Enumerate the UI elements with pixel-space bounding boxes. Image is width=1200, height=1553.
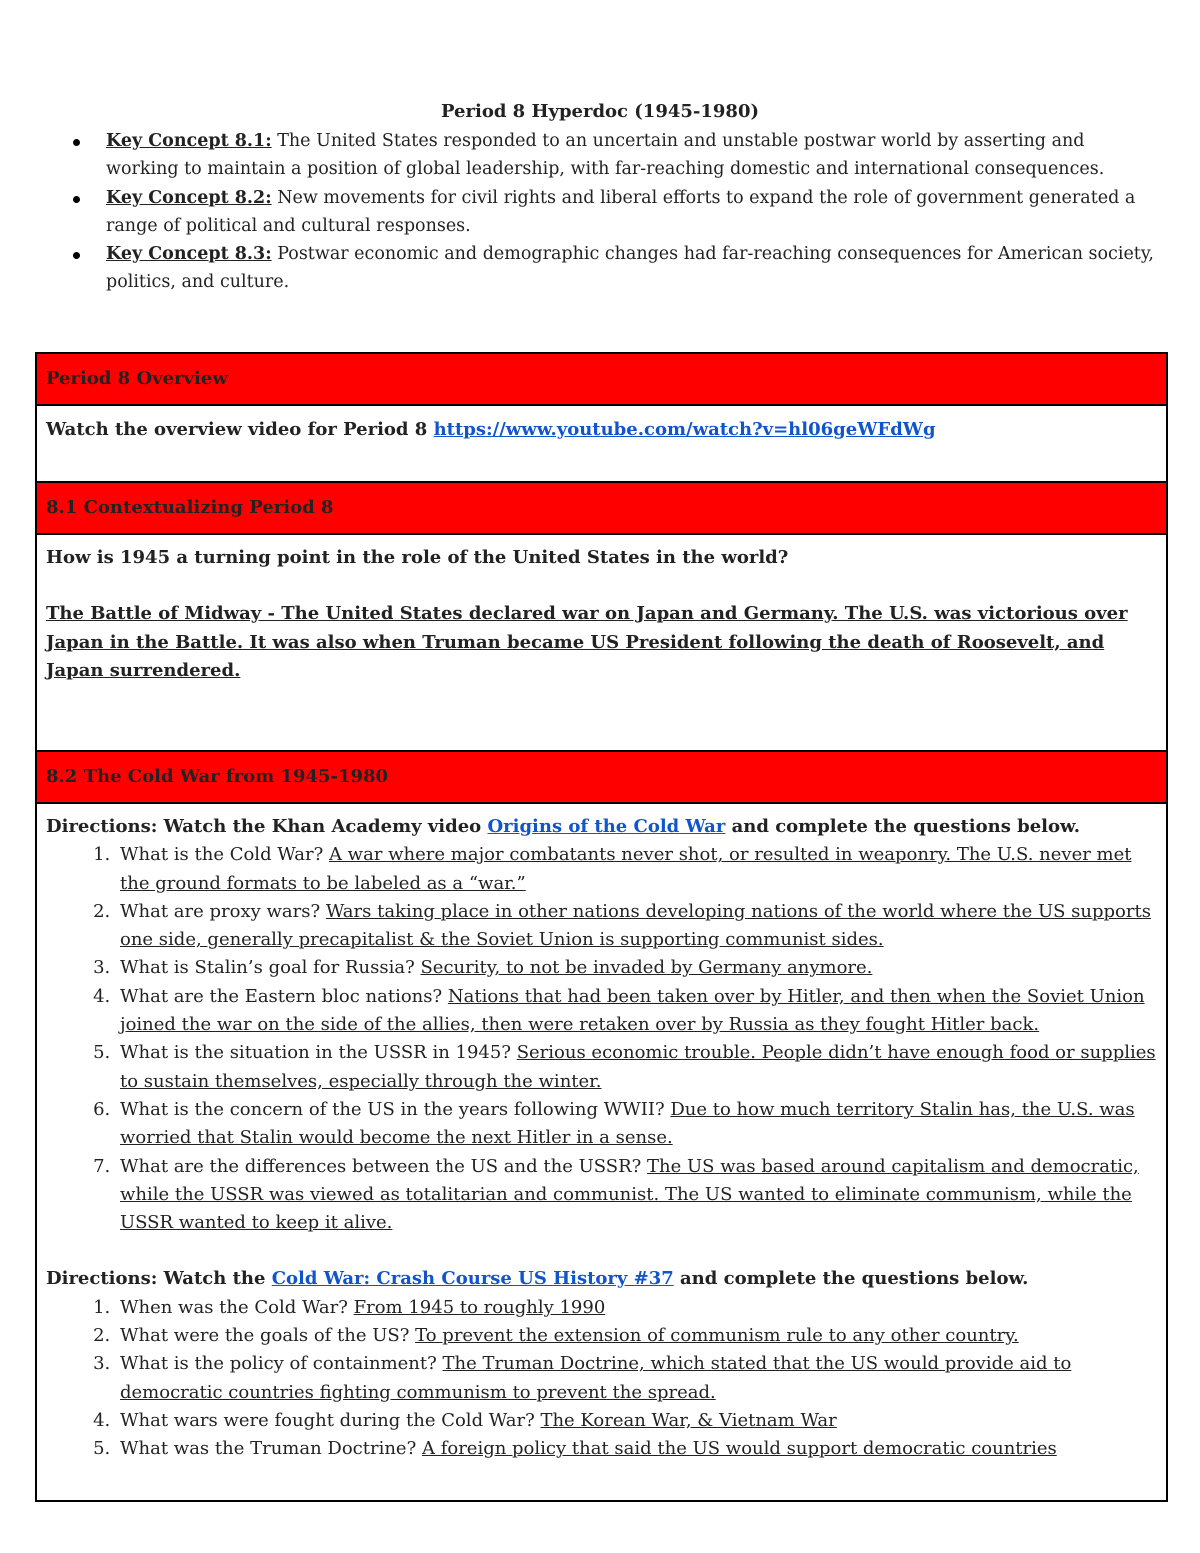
khan-directions: Directions: Watch the Khan Academy video Origins of the Cold War and complete the questions below.: [46, 816, 1080, 837]
answer-text: Due to how much territory Stalin has, the U.S. was worried that Stalin would become the next Hitler in a sense.: [120, 1098, 1135, 1149]
contextualizing-header: 8.1 Contextualizing Period 8: [36, 482, 1167, 534]
answer-text: The Korean War, & Vietnam War: [540, 1409, 837, 1431]
answer-text: Security, to not be invaded by Germany anymore.: [420, 957, 873, 979]
question-item: [116, 1435, 1157, 1463]
key-concept-text: Postwar economic and demographic changes had far-reaching consequences for American society, politics, and culture.: [106, 244, 1154, 293]
answer-text: A war where major combatants never shot, or resulted in weaponry. The U.S. never met the ground formats to be labeled as a “war.”: [120, 844, 1132, 894]
key-concepts-list: [70, 127, 1160, 297]
crash-course-questions-list: [46, 1294, 1157, 1464]
overview-cell: [36, 405, 1167, 482]
contextualizing-question: How is 1945 a turning point in the role of the United States in the world?: [46, 547, 789, 568]
question-item: [116, 898, 1157, 955]
key-concept-label: Key Concept 8.2:: [106, 187, 272, 208]
hyperdoc-table: [35, 352, 1168, 1502]
cold-war-header: 8.2 The Cold War from 1945-1980: [36, 751, 1167, 803]
question-text: What is the concern of the US in the years following WWII?: [120, 1098, 671, 1120]
contextualizing-answer: The Battle of Midway - The United States declared war on Japan and Germany. The U.S. was victorious over Japan in the Battle. It was also when Truman became US President following the death of Roosevelt, and Japan surrendered.: [46, 603, 1128, 681]
key-concept-8-1: [70, 127, 1160, 184]
question-text: What are the differences between the US and the USSR?: [120, 1155, 648, 1177]
cold-war-cell: [36, 803, 1167, 1501]
answer-text: The US was based around capitalism and democratic, while the USSR was viewed as totalitarian and communist. The US wanted to eliminate communism, while the USSR wanted to keep it alive.: [120, 1155, 1139, 1234]
question-text: What is Stalin’s goal for Russia?: [120, 957, 421, 979]
question-item: [116, 1407, 1157, 1435]
crash-course-video-link[interactable]: Cold War: Crash Course US History #37: [271, 1268, 674, 1290]
key-concept-text: The United States responded to an uncertain and unstable postwar world by asserting and working to maintain a position of global leadership, with far-reaching domestic and international consequences.: [106, 131, 1105, 180]
question-text: When was the Cold War?: [120, 1296, 354, 1318]
document-title: Period 8 Hyperdoc (1945-1980): [441, 101, 759, 122]
question-item: [116, 841, 1157, 898]
question-item: [116, 1322, 1157, 1350]
answer-text: From 1945 to roughly 1990: [353, 1296, 606, 1318]
crash-course-directions: Directions: Watch the Cold War: Crash Course US History #37 and complete the questions below.: [46, 1268, 1029, 1290]
question-item: [116, 1096, 1157, 1153]
question-item: [116, 983, 1157, 1040]
answer-text: To prevent the extension of communism rule to any other country.: [415, 1325, 1019, 1347]
question-text: What were the goals of the US?: [120, 1325, 416, 1347]
key-concept-8-3: [70, 240, 1160, 297]
answer-text: The Truman Doctrine, which stated that the US would provide aid to democratic countries fighting communism to prevent the spread.: [120, 1353, 1072, 1403]
question-item: [116, 1350, 1157, 1407]
overview-header: Period 8 Overview: [36, 353, 1167, 405]
question-item: [116, 1153, 1157, 1238]
answer-text: Nations that had been taken over by Hitler, and then when the Soviet Union joined the war on the side of the allies, then were retaken over by Russia as they fought Hitler back.: [120, 985, 1145, 1036]
answer-text: A foreign policy that said the US would support democratic countries: [421, 1438, 1057, 1460]
key-concept-label: Key Concept 8.1:: [106, 131, 272, 151]
overview-video-link[interactable]: https://www.youtube.com/watch?v=hl06geWFdWg: [433, 419, 936, 440]
question-text: What is the Cold War?: [120, 844, 329, 866]
answer-text: Serious economic trouble. People didn’t have enough food or supplies to sustain themselves, especially through the winter.: [120, 1042, 1156, 1092]
question-text: What was the Truman Doctrine?: [120, 1438, 422, 1460]
question-item: [116, 1039, 1157, 1096]
contextualizing-cell: [36, 534, 1167, 751]
key-concept-label: Key Concept 8.3:: [106, 244, 272, 265]
key-concept-text: New movements for civil rights and liberal efforts to expand the role of government generated a range of political and cultural responses.: [106, 187, 1136, 236]
question-item: [116, 954, 1157, 982]
question-text: What are the Eastern bloc nations?: [120, 985, 448, 1007]
question-text: What are proxy wars?: [120, 900, 326, 922]
overview-prompt: Watch the overview video for Period 8: [46, 419, 434, 440]
question-text: What wars were fought during the Cold War?: [120, 1409, 541, 1431]
answer-text: Wars taking place in other nations developing nations of the world where the US supports one side, generally precapitalist & the Soviet Union is supporting communist sides.: [120, 900, 1151, 951]
key-concept-8-2: [70, 184, 1160, 241]
question-text: What is the situation in the USSR in 1945?: [120, 1042, 517, 1064]
khan-video-link[interactable]: Origins of the Cold War: [487, 816, 726, 837]
question-item: [116, 1294, 1157, 1322]
question-text: What is the policy of containment?: [120, 1353, 443, 1375]
khan-questions-list: [46, 841, 1157, 1237]
